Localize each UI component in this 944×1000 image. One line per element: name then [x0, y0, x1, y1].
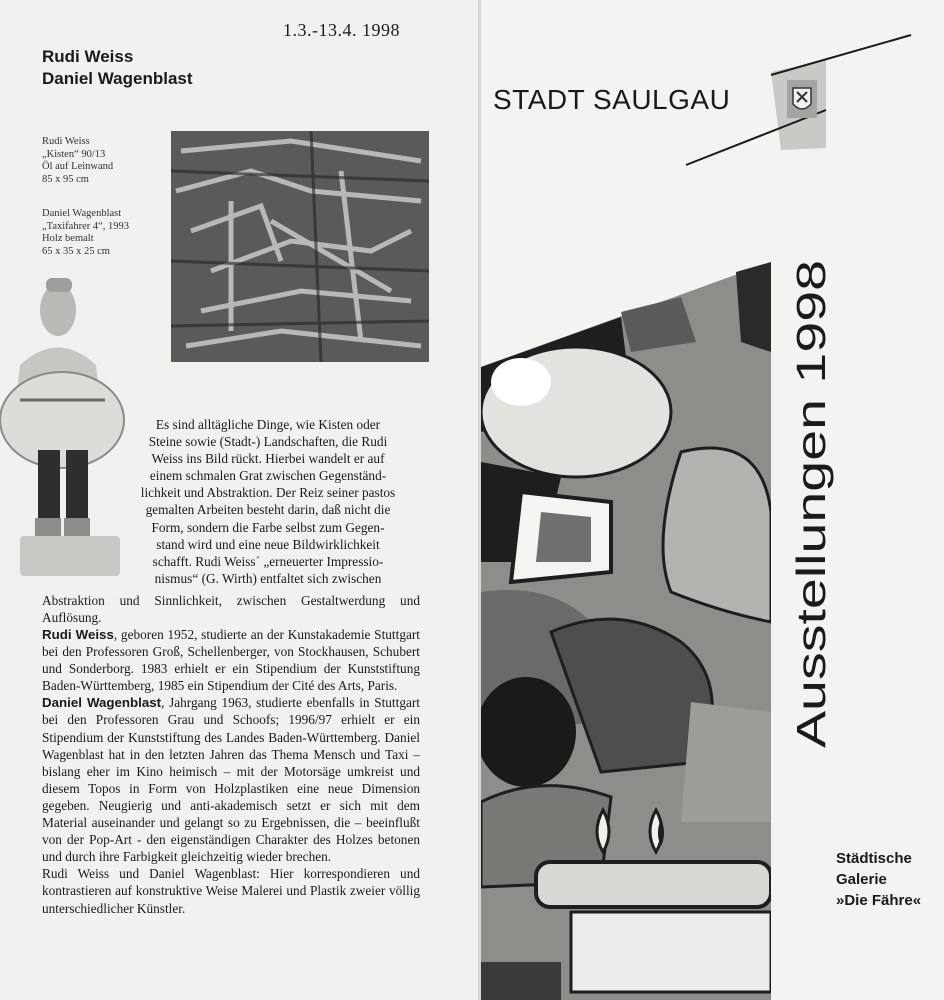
intro-paragraph — [118, 416, 418, 587]
artist-names — [42, 46, 193, 90]
biographies — [42, 626, 420, 917]
text-line: gemalten Arbeiten besteht darin, daß nicht die — [145, 502, 391, 518]
caption-line: Öl auf Leinwand — [42, 161, 114, 172]
title-text: Ausstellungen 1998 — [788, 387, 834, 748]
sculpture-caption — [42, 208, 129, 258]
gallery-line: Galerie — [836, 871, 887, 888]
gallery-name — [836, 848, 921, 911]
bio-daniel-wagenblast — [42, 694, 420, 865]
text-line: schafft. Rudi Weiss´ „erneuerter Impressio- — [152, 553, 384, 569]
coat-of-arms-icon — [787, 80, 817, 118]
text-line: stand wird und eine neue Bildwirklichkeit — [156, 536, 380, 552]
gallery-line: »Die Fähre« — [836, 892, 922, 909]
text-line: einem schmalen Grat zwischen Gegenständ- — [149, 468, 387, 484]
text-line: Form, sondern die Farbe selbst zum Gegen- — [151, 519, 385, 535]
gallery-line: Städtische — [836, 850, 912, 867]
vertical-title — [785, 258, 835, 748]
text-line: Es sind alltägliche Dinge, wie Kisten oder — [155, 417, 381, 432]
painting-caption — [42, 136, 113, 186]
header-decoration — [481, 0, 944, 260]
bio-text: , geboren 1952, studierte an der Kunstakademie Stuttgart bei den Professoren Groß, Schellenberger, von Stockhausen, Schubert und Sonderborg. 1983 erhielt er ein Stipendium der Kunststiftung Baden-Württemberg, 1985 ein Stipendium der Cité des Arts, Paris. — [42, 627, 420, 694]
bio-text: , Jahrgang 1963, studierte ebenfalls in Stuttgart bei den Professoren Grau und Schoofs; 1996/97 erhielt er ein Stipendium der Kunststiftung des Landes Baden-Württemberg. Daniel Wagenblast hat in den letzten Jahren das Thema Mensch und Taxi – bislang eher im Kino heimisch – mit der Motorsäge umkreist und diesem Topos in Form von Holzplastiken eine neue Dimension gegeben. Neugierig und anti-akademisch setzt er sich mit dem Material auseinander und gelangt so zu Ergebnissen, die – beeinflußt von der Pop-Art - den eigenständigen Charakter des Holzes betonen und durch ihre Farbigkeit gleichzeitig wieder brechen. — [42, 695, 420, 865]
bio-rudi-weiss — [42, 626, 420, 694]
caption-line: „Kisten“ 90/13 — [42, 148, 106, 160]
caption-line: Holz bemalt — [42, 233, 94, 244]
city-name: STADT SAULGAU — [493, 84, 731, 115]
text-line: Weiss ins Bild rückt. Hierbei wandelt er auf — [151, 451, 385, 467]
caption-line: 65 x 35 x 25 cm — [42, 245, 110, 257]
painting-image — [171, 131, 429, 362]
text-line: nismus“ (G. Wirth) entfaltet sich zwischen — [154, 570, 382, 586]
caption-line: 85 x 95 cm — [42, 173, 89, 185]
caption-line: Daniel Wagenblast — [42, 208, 122, 219]
artist-name-1: Rudi Weiss — [42, 47, 134, 66]
bio-name: Daniel Wagenblast — [42, 695, 162, 711]
bio-name: Rudi Weiss — [42, 627, 114, 642]
cover-artwork — [481, 262, 771, 1000]
closing-paragraph: Rudi Weiss und Daniel Wagenblast: Hier korrespondieren und kontrastieren auf konstruktive Weise Malerei und Plastik zweier völlig unterschiedlicher Künstler. — [42, 866, 420, 916]
caption-line: „Taxifahrer 4“, 1993 — [42, 220, 130, 232]
text-line: lichkeit und Abstraktion. Der Reiz seiner pastos — [140, 485, 396, 501]
sculpture-image — [0, 270, 135, 585]
right-panel — [481, 0, 944, 1000]
exhibition-date: 1.3.-13.4. 1998 — [283, 20, 400, 40]
intro-paragraph-tail: Abstraktion und Sinnlichkeit, zwischen Gestaltwerdung und Auflösung. — [42, 593, 420, 626]
text-line: Steine sowie (Stadt-) Landschaften, die Rudi — [148, 434, 388, 450]
caption-line: Rudi Weiss — [42, 136, 90, 147]
artist-name-2: Daniel Wagenblast — [42, 69, 193, 88]
